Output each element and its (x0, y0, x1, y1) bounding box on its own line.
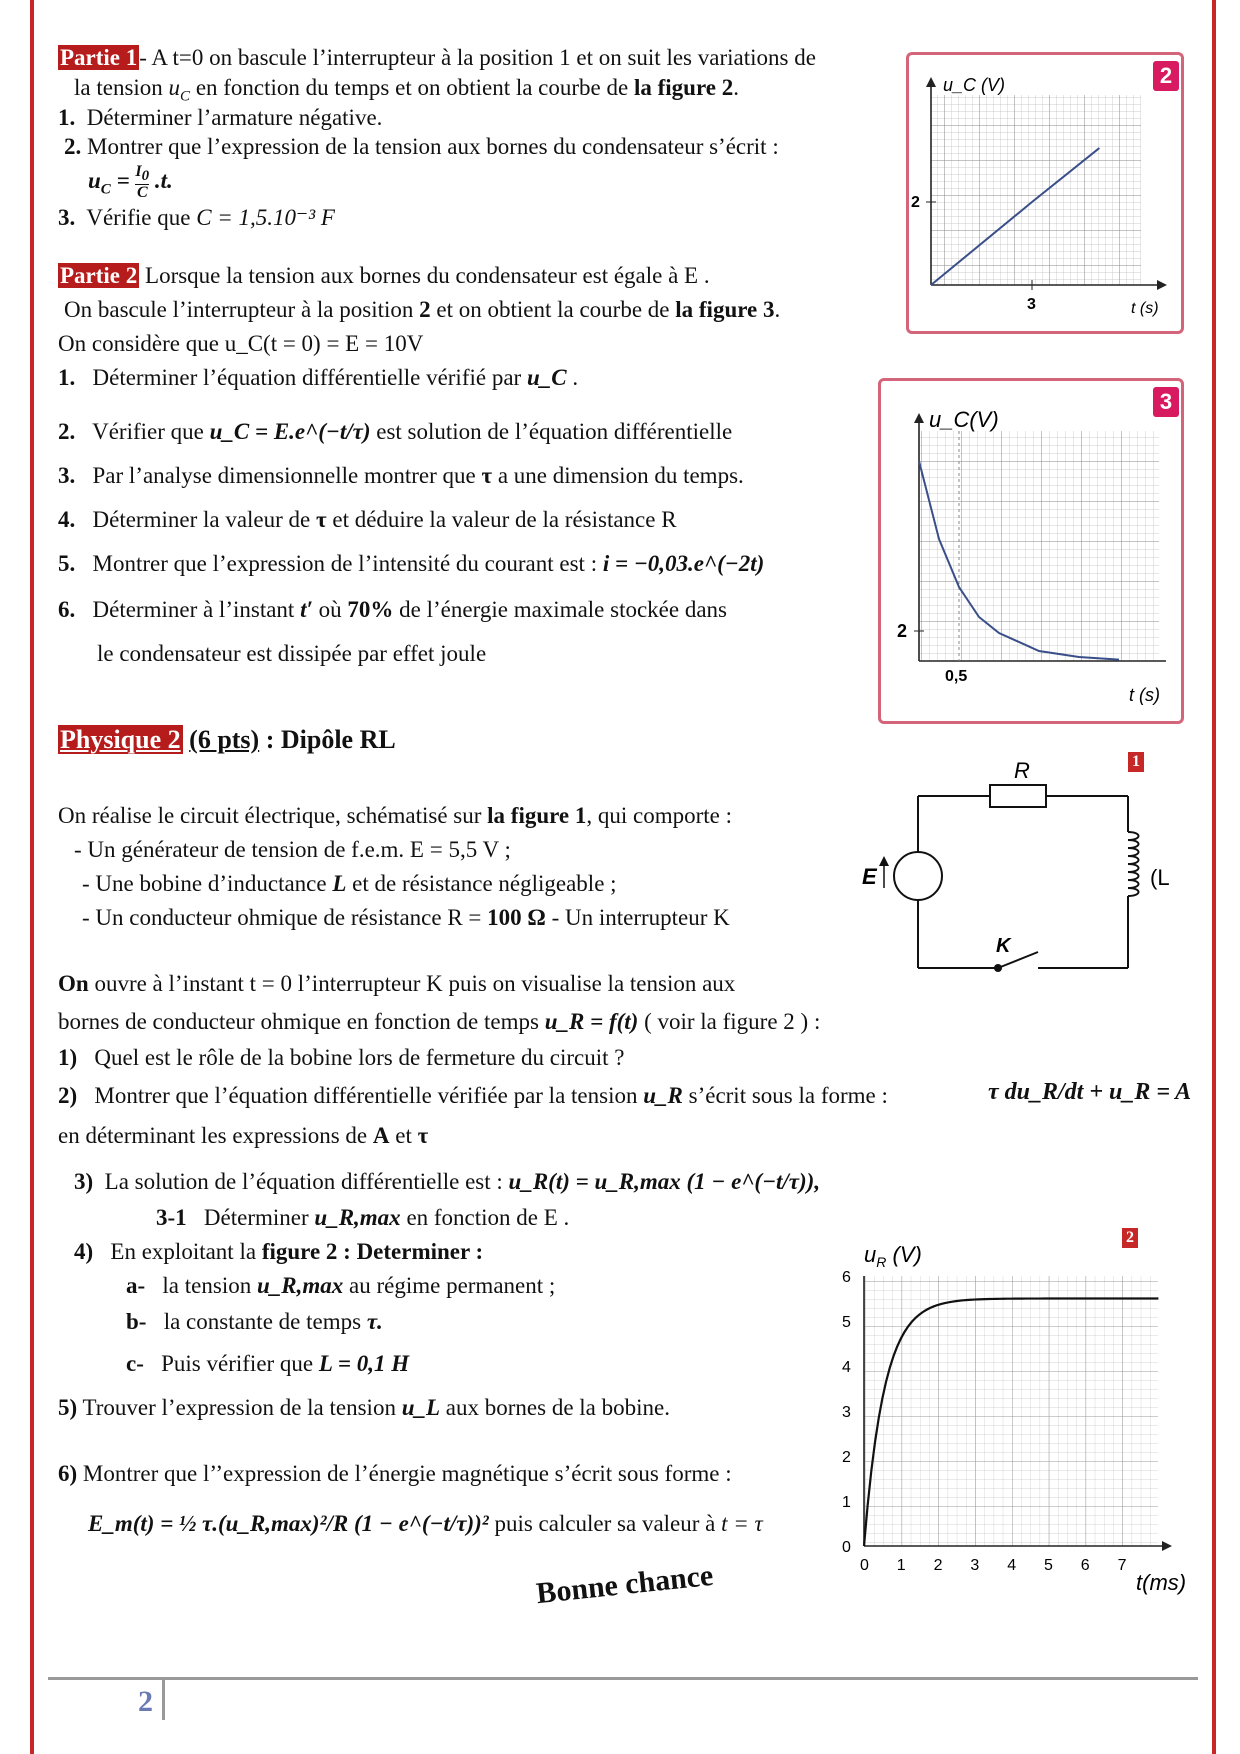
figure2-top-badge: 2 (1153, 61, 1179, 91)
physique2-q6c: t = τ (721, 1511, 763, 1536)
partie1-line2d: . (733, 75, 739, 100)
partie2-q6: 6. Déterminer à l’instant t′ où 70% de l’énergie maximale stockée dans (58, 597, 728, 622)
physique2-q2f: et (389, 1123, 418, 1148)
physique2-item3b: 100 Ω (487, 905, 546, 930)
figure2-rl-ytick: 4 (842, 1359, 851, 1376)
partie2-q3a: Par l’analyse dimensionnelle montrer que (92, 463, 482, 488)
partie2-q6d: 70% (347, 597, 394, 622)
physique2-q4a (126, 1272, 555, 1300)
figure3-xlabel: t (s) (1129, 685, 1160, 705)
partie2-q6a: Déterminer à l’instant (92, 597, 301, 622)
partie2-q2a: Vérifier que (92, 419, 210, 444)
partie2-q4c: et déduire la valeur de la résistance R (326, 507, 677, 532)
physique2-q5b: u_L (401, 1395, 441, 1420)
physique2-item3a: - Un conducteur ohmique de résistance R = (82, 905, 488, 930)
physique2-p2 (58, 1008, 820, 1036)
figure2-rl-grid-major (864, 1276, 1158, 1546)
physique2-q4b: figure 2 : Determiner : (261, 1239, 484, 1264)
figure2-rl-ylabel: $u_R$ (V) (864, 1242, 922, 1270)
figure2-rl-chart (828, 1236, 1198, 1596)
figure2-rl-ytick: 1 (842, 1494, 851, 1511)
figure2-rl-ytick: 0 (842, 1539, 851, 1556)
physique2-item3 (82, 904, 730, 932)
partie1-tag: Partie 1 (60, 45, 138, 70)
resistor (990, 785, 1046, 807)
figure2-rl-xlabel: t(ms) (1136, 1570, 1187, 1595)
partie1-q1-text: Déterminer l’armature négative. (86, 105, 383, 130)
physique2-q6-line2 (88, 1510, 763, 1538)
page-number: 2 (138, 1685, 153, 1718)
physique2-q4an: a- (126, 1273, 146, 1298)
closing-text: Bonne chance (534, 1558, 715, 1611)
partie2-q6b: t′ (300, 597, 313, 622)
partie2-line2e: . (774, 297, 781, 322)
figure2-top-yarrow (926, 77, 936, 87)
figure2-top-chart (909, 55, 1181, 331)
partie2-q1-text: Déterminer l’équation différentielle vérifié par (92, 365, 527, 390)
partie2-q2c: est solution de l’équation différentielle (370, 419, 733, 444)
physique2-p2a: bornes de conducteur ohmique en fonction de temps (58, 1009, 545, 1034)
figure2-rl-xtick: 5 (1044, 1557, 1053, 1574)
physique2-q2g: τ (417, 1123, 429, 1148)
figure2-rl-ytick: 5 (842, 1314, 851, 1331)
figure2-rl-xtick: 4 (1007, 1557, 1017, 1574)
physique2-title-c: : Dipôle RL (259, 725, 396, 754)
physique2-q1 (58, 1044, 625, 1072)
figure2-rl-badge: 2 (1122, 1228, 1138, 1248)
partie1-q1: 1. Déterminer l’armature négative. (58, 105, 383, 130)
physique2-p1 (58, 970, 735, 998)
physique2-q2c: s’écrit sous la forme : (682, 1083, 888, 1108)
figure3-panel (878, 378, 1184, 724)
physique2-q2d: en déterminant les expressions de (58, 1123, 373, 1148)
figure3-grid-major (919, 431, 1159, 661)
physique2-q31a: Déterminer (203, 1205, 315, 1230)
figure2-rl-ytick: 3 (842, 1404, 851, 1421)
partie2-q3: 3. Par l’analyse dimensionnelle montrer que τ a une dimension du temps. (58, 463, 744, 488)
partie1-line2a: la tension (74, 75, 169, 100)
physique2-q3n: 3) (74, 1169, 94, 1194)
partie2-q4b: τ (316, 507, 327, 532)
physique2-q6 (58, 1460, 732, 1488)
figure2-top-ylabel: u_C (V) (943, 75, 1006, 95)
partie2-line2b: 2 (419, 297, 431, 322)
figure2-rl-xtick: 2 (933, 1557, 943, 1574)
emf-arrowhead (879, 856, 889, 866)
physique2-q5a: Trouver l’expression de la tension (82, 1395, 402, 1420)
circuit-diagram (858, 752, 1208, 982)
physique2-q31c: en fonction de E . (400, 1205, 570, 1230)
figure3-ylabel: u_C(V) (929, 407, 999, 432)
partie1-q2-text: Montrer que l’expression de la tension aux bornes du condensateur s’écrit : (87, 134, 779, 159)
circuit-badge: 1 (1128, 752, 1144, 772)
partie2-line2a: On bascule l’interrupteur à la position (64, 297, 420, 322)
physique2-q4b (126, 1308, 383, 1336)
figure2-top-ytick: 2 (911, 194, 920, 211)
partie2-q1: 1. Déterminer l’équation différentielle vérifié par u_C . (58, 365, 579, 390)
physique2-q3a: La solution de l’équation différentielle est : (104, 1169, 509, 1194)
figure2-top-xtick: 3 (1027, 296, 1036, 313)
physique2-p2b: u_R = f(t) (544, 1009, 639, 1034)
physique2-q4a: En exploitant la (110, 1239, 262, 1264)
partie2-q4a: Déterminer la valeur de (92, 507, 316, 532)
partie1-line1-text: - A t=0 on bascule l’interrupteur à la position 1 et on suit les variations de (139, 45, 816, 70)
physique2-q2e: A (372, 1123, 390, 1148)
figure3-yarrow (914, 413, 924, 423)
partie2-line2 (64, 296, 780, 324)
footer-tick (162, 1680, 165, 1720)
partie1-line2b: en fonction du temps et on obtient la courbe de (190, 75, 634, 100)
physique2-q4b1: la constante de temps (163, 1309, 367, 1334)
figure2-top-panel (906, 52, 1184, 334)
partie2-q3b: τ (481, 463, 493, 488)
partie2-q4: 4. Déterminer la valeur de τ et déduire la valeur de la résistance R (58, 507, 677, 532)
partie1-line2: la tension $u_C$ en fonction du temps et on obtient la courbe de la figure 2. (74, 75, 739, 105)
partie2-q3c: a une dimension du temps. (492, 463, 744, 488)
partie2-line1-text: Lorsque la tension aux bornes du condensateur est égale à E . (139, 263, 710, 288)
physique2-q4b2: τ. (366, 1309, 383, 1334)
physique2-q2-line2 (58, 1122, 428, 1150)
physique2-p1b: ouvre à l’instant t = 0 l’interrupteur K puis on visualise la tension aux (88, 971, 736, 996)
partie2-line2d: la figure 3 (675, 297, 775, 322)
physique2-q31b: u_R,max (314, 1205, 401, 1230)
physique2-q4a2: u_R,max (256, 1273, 344, 1298)
partie1-q3a: Vérifie que (86, 205, 197, 230)
figure2-top-xarrow (1157, 280, 1167, 290)
generator (894, 852, 942, 900)
physique2-q3b: u_R(t) = u_R,max (1 − e^(−t/τ)), (508, 1169, 821, 1194)
physique2-title-tag: Physique 2 (60, 725, 181, 754)
physique2-q4a3: au régime permanent ; (343, 1273, 556, 1298)
physique2-q6a: Montrer que l’’expression de l’énergie magnétique s’écrit sous forme : (82, 1461, 732, 1486)
figure2-rl-xtick: 7 (1117, 1557, 1127, 1574)
footer-line (48, 1677, 1198, 1680)
figure3-xtick: 0,5 (945, 668, 968, 685)
physique2-item2b: L (332, 871, 347, 896)
partie2-q6-cont: le condensateur est dissipée par effet joule (97, 641, 487, 666)
partie2-q2: 2. Vérifier que u_C = E.e^(−t/τ) est solution de l’équation différentielle (58, 419, 733, 444)
physique2-item2 (82, 870, 617, 898)
physique2-q2a: Montrer que l’équation différentielle vérifiée par la tension (94, 1083, 644, 1108)
physique2-intro-c: , qui comporte : (586, 803, 733, 828)
physique2-q1-text: Quel est le rôle de la bobine lors de fermeture du circuit ? (94, 1045, 625, 1070)
figure2-rl-xtick: 1 (896, 1557, 906, 1574)
partie2-line1 (58, 262, 710, 290)
physique2-item2c: et de résistance négligeable ; (346, 871, 617, 896)
physique2-item3c: - Un interrupteur K (545, 905, 730, 930)
physique2-intro-b: la figure 1 (487, 803, 587, 828)
physique2-q4 (74, 1238, 483, 1266)
page-border-left (30, 0, 34, 1754)
physique2-q4c2: L = 0,1 H (318, 1351, 410, 1376)
physique2-intro-a: On réalise le circuit électrique, schématisé sur (58, 803, 488, 828)
figure2-rl-ytick: 2 (842, 1449, 851, 1466)
physique2-q4c (126, 1350, 409, 1378)
partie1-line1 (58, 44, 816, 72)
figure3-ytick: 2 (897, 621, 908, 641)
partie1-q3b: C = 1,5.10⁻³ F (196, 205, 335, 230)
physique2-p2c: ( voir la figure 2 ) : (638, 1009, 821, 1034)
partie2-q5a: Montrer que l’expression de l’intensité du courant est : (92, 551, 603, 576)
figure3-chart (881, 381, 1181, 721)
physique2-q2b: u_R (643, 1083, 683, 1108)
partie2-q6e: de l’énergie maximale stockée dans (393, 597, 728, 622)
physique2-q5c: aux bornes de la bobine. (440, 1395, 670, 1420)
partie1-line2c: la figure 2 (633, 75, 734, 100)
partie1-q3: 3. Vérifie que C = 1,5.10⁻³ F (58, 205, 335, 230)
physique2-q2 (58, 1082, 888, 1110)
figure2-rl-xtick: 3 (970, 1557, 980, 1574)
partie2-q5: 5. Montrer que l’expression de l’intensité du courant est : i = −0,03.e^(−2t) (58, 551, 765, 576)
figure2-rl-xarrow (1162, 1541, 1172, 1551)
figure3-badge: 3 (1153, 387, 1179, 417)
physique2-q6-equation: E_m(t) = ½ τ.(u_R,max)²/R (1 − e^(−t/τ))² (88, 1511, 489, 1536)
physique2-item1: - Un générateur de tension de f.e.m. E = 5,5 V ; (74, 837, 511, 862)
partie2-q2b: u_C = E.e^(−t/τ) (209, 419, 371, 444)
physique2-q6n: 6) (58, 1461, 78, 1486)
figure2-rl-ytick: 6 (842, 1269, 851, 1286)
physique2-q4c1: Puis vérifier que (161, 1351, 319, 1376)
physique2-q6b: puis calculer sa valeur à (488, 1511, 722, 1536)
page-border-right (1212, 0, 1216, 1754)
physique2-q1n: 1) (58, 1045, 78, 1070)
physique2-intro (58, 802, 732, 830)
partie2-q6c: où (312, 597, 348, 622)
partie1-q2: 2. Montrer que l’expression de la tension aux bornes du condensateur s’écrit : (64, 134, 779, 159)
partie2-tag: Partie 2 (60, 263, 138, 288)
physique2-item2a: - Une bobine d’inductance (82, 871, 333, 896)
partie2-line3: On considère que u_C(t = 0) = E = 10V (58, 331, 424, 356)
figure2-rl-xtick: 6 (1080, 1557, 1090, 1574)
partie2-q5b: i = −0,03.e^(−2t) (602, 551, 765, 576)
partie1-q2-equation: $u_C$ = $\frac{I_0}{C}$ .t. (88, 163, 173, 202)
physique2-title (58, 726, 396, 754)
physique2-q4bn: b- (126, 1309, 147, 1334)
physique2-q2n: 2) (58, 1083, 78, 1108)
physique2-q4n: 4) (74, 1239, 94, 1264)
physique2-q31n: 3-1 (156, 1205, 187, 1230)
physique2-q3 (74, 1168, 820, 1196)
partie2-q1b: u_C (526, 365, 567, 390)
physique2-q5 (58, 1394, 670, 1422)
figure2-top-grid-major (931, 95, 1141, 285)
partie2-line2c: et on obtient la courbe de (430, 297, 676, 322)
circuit-label-k: K (996, 935, 1011, 957)
circuit-label-r: R (1014, 758, 1030, 783)
inductor-coil (1128, 832, 1139, 896)
physique2-q5n: 5) (58, 1395, 78, 1420)
physique2-p1a: On (58, 971, 89, 996)
physique2-q4cn: c- (126, 1351, 144, 1376)
physique2-q4a1: la tension (162, 1273, 257, 1298)
physique2-title-pts: (6 pts) (189, 725, 260, 754)
physique2-q31 (156, 1204, 569, 1232)
figure2-top-xlabel: t (s) (1131, 300, 1159, 317)
figure2-rl-xtick: 0 (860, 1557, 869, 1574)
circuit-label-e: E (862, 864, 877, 889)
physique2-q2-equation: τ du_R/dt + u_R = A (988, 1079, 1192, 1105)
circuit-label-l: (L (1150, 865, 1170, 890)
